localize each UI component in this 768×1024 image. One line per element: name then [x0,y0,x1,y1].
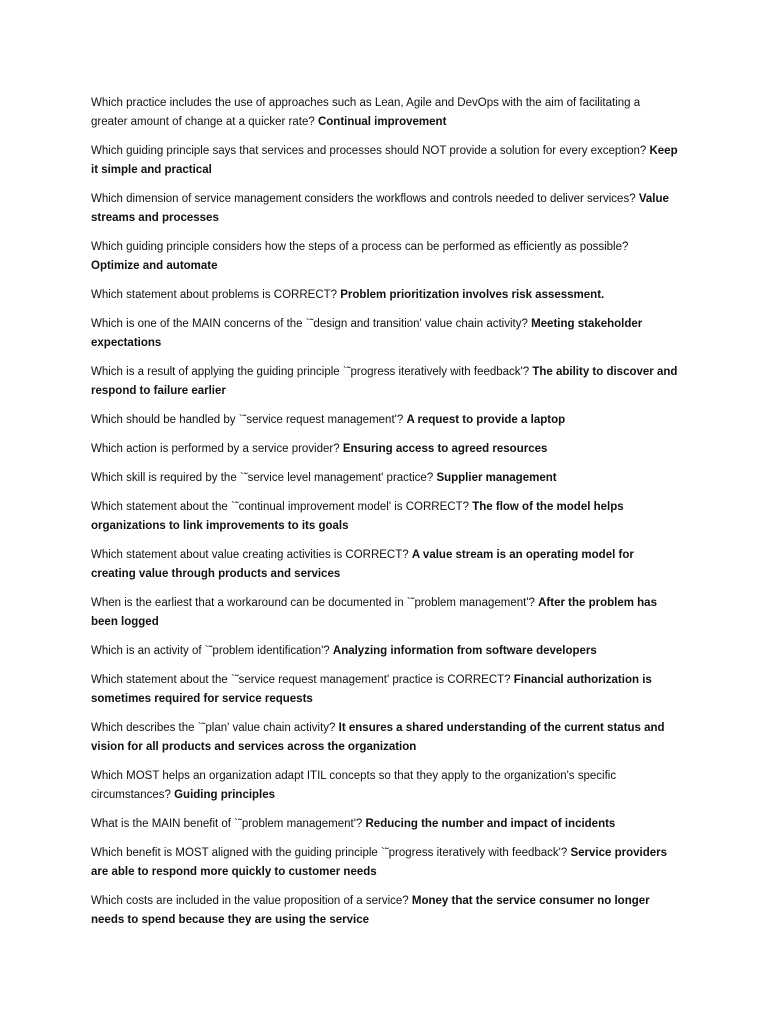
qa-item [91,844,678,882]
qa-item [91,238,678,276]
question-text: Which statement about the `˜continual improvement model' is CORRECT? [91,501,470,513]
question-text: Which is a result of applying the guiding principle `˜progress iteratively with feedback'? [91,366,530,378]
answer-text: The ability to discover and respond to failure earlier [91,366,678,397]
question-text: Which is one of the MAIN concerns of the `˜design and transition' value chain activity? [91,318,528,330]
answer-text: Value streams and processes [91,193,669,224]
question-text: Which benefit is MOST aligned with the guiding principle `˜progress iteratively with feedback'? [91,847,568,859]
answer-text: Keep it simple and practical [91,145,678,176]
qa-item [91,892,678,930]
question-text: Which skill is required by the `˜service level management' practice? [91,472,434,484]
answer-text: Money that the service consumer no longer needs to spend because they are using the service [91,895,650,926]
question-text: What is the MAIN benefit of `˜problem management'? [91,818,363,830]
qa-item [91,190,678,228]
question-text: Which describes the `˜plan' value chain activity? [91,722,336,734]
qa-item [91,719,678,757]
answer-text: The flow of the model helps organizations to link improvements to its goals [91,501,624,532]
question-text: Which dimension of service management considers the workflows and controls needed to deliver services? [91,193,636,205]
answer-text: Optimize and automate [91,260,218,272]
answer-text: It ensures a shared understanding of the current status and vision for all products and services across the organization [91,722,665,753]
question-text: When is the earliest that a workaround can be documented in `˜problem management'? [91,597,535,609]
question-text: Which guiding principle says that services and processes should NOT provide a solution for every exception? [91,145,647,157]
answer-text: Service providers are able to respond more quickly to customer needs [91,847,668,878]
qa-item [91,411,678,430]
question-text: Which action is performed by a service provider? [91,443,340,455]
question-text: Which MOST helps an organization adapt ITIL concepts so that they apply to the organization's specific circumstances? [91,770,617,801]
question-text: Which statement about value creating activities is CORRECT? [91,549,409,561]
qa-item [91,767,678,805]
answer-text: Ensuring access to agreed resources [342,443,548,455]
qa-item [91,498,678,536]
question-text: Which costs are included in the value proposition of a service? [91,895,409,907]
qa-item [91,94,678,132]
question-text: Which should be handled by `˜service request management'? [91,414,404,426]
qa-item [91,286,678,305]
qa-item [91,671,678,709]
qa-list [91,94,678,930]
qa-item [91,440,678,459]
qa-item [91,469,678,488]
answer-text: Continual improvement [317,116,447,128]
answer-text: After the problem has been logged [91,597,657,628]
answer-text: Reducing the number and impact of incidents [365,818,616,830]
answer-text: A request to provide a laptop [406,414,566,426]
answer-text: Analyzing information from software developers [332,645,597,657]
question-text: Which practice includes the use of approaches such as Lean, Agile and DevOps with the aim of facilitating a greater amount of change at a quicker rate? [91,97,641,128]
qa-item [91,642,678,661]
question-text: Which is an activity of `˜problem identification'? [91,645,330,657]
qa-item [91,142,678,180]
answer-text: Guiding principles [174,789,276,801]
qa-item [91,363,678,401]
qa-item [91,546,678,584]
question-text: Which statement about the `˜service request management' practice is CORRECT? [91,674,511,686]
qa-item [91,315,678,353]
question-text: Which statement about problems is CORRECT? [91,289,338,301]
answer-text: Supplier management [436,472,557,484]
qa-item [91,815,678,834]
answer-text: Meeting stakeholder expectations [91,318,643,349]
question-text: Which guiding principle considers how the steps of a process can be performed as efficiently as possible? [91,241,629,253]
answer-text: Financial authorization is sometimes required for service requests [91,674,652,705]
qa-item [91,594,678,632]
answer-text: A value stream is an operating model for creating value through products and services [91,549,634,580]
answer-text: Problem prioritization involves risk assessment. [340,289,605,301]
